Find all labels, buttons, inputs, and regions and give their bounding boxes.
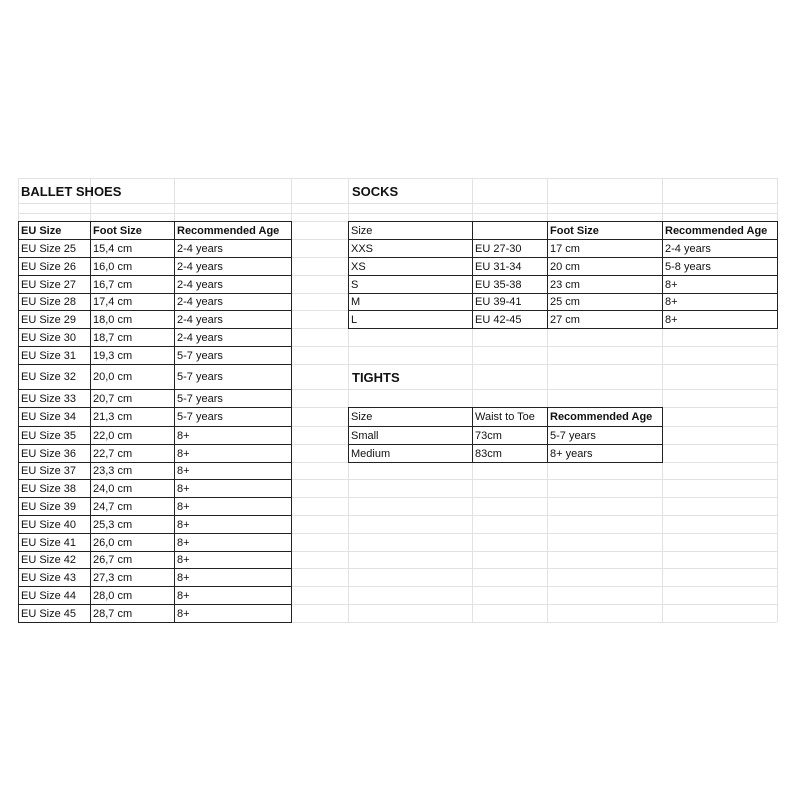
- socks-foot-size: 23 cm: [550, 279, 580, 291]
- ballet-shoes-foot-size: 28,0 cm: [93, 590, 133, 602]
- socks-header-size: Size: [351, 225, 373, 237]
- ballet-shoes-eu-size: EU Size 33: [21, 393, 77, 405]
- ballet-shoes-foot-size: 23,3 cm: [93, 465, 133, 477]
- tights-age: 5-7 years: [550, 430, 596, 442]
- tights-header-age: Recommended Age: [550, 411, 653, 423]
- ballet-shoes-foot-size: 28,7 cm: [93, 608, 133, 620]
- ballet-shoes-foot-size: 27,3 cm: [93, 572, 133, 584]
- ballet-shoes-eu-size: EU Size 45: [21, 608, 77, 620]
- socks-size: M: [351, 296, 361, 308]
- ballet-shoes-foot-size: 17,4 cm: [93, 296, 133, 308]
- ballet-shoes-age: 8+: [177, 590, 190, 602]
- tights-header-waist-to-toe: Waist to Toe: [475, 411, 535, 423]
- ballet-shoes-eu-size: EU Size 29: [21, 314, 77, 326]
- ballet-shoes-foot-size: 20,7 cm: [93, 393, 133, 405]
- ballet-shoes-age: 2-4 years: [177, 261, 223, 273]
- socks-size: L: [351, 314, 358, 326]
- socks-size: XXS: [351, 243, 374, 255]
- ballet-shoes-foot-size: 22,0 cm: [93, 430, 133, 442]
- socks-age: 5-8 years: [665, 261, 711, 273]
- tights-size: Medium: [351, 448, 391, 460]
- ballet-shoes-eu-size: EU Size 31: [21, 350, 77, 362]
- socks-size: S: [351, 279, 359, 291]
- socks-foot-size: 20 cm: [550, 261, 580, 273]
- ballet-shoes-age: 2-4 years: [177, 296, 223, 308]
- socks-header-age: Recommended Age: [665, 225, 768, 237]
- ballet-shoes-age: 2-4 years: [177, 332, 223, 344]
- socks-age: 8+: [665, 314, 678, 326]
- socks-eu-range: EU 42-45: [475, 314, 522, 326]
- ballet-shoes-eu-size: EU Size 26: [21, 261, 77, 273]
- socks-foot-size: 17 cm: [550, 243, 580, 255]
- ballet-shoes-eu-size: EU Size 34: [21, 411, 77, 423]
- ballet-shoes-foot-size: 24,0 cm: [93, 483, 133, 495]
- ballet-shoes-foot-size: 20,0 cm: [93, 371, 133, 383]
- socks-age: 2-4 years: [665, 243, 711, 255]
- tights-title: TIGHTS: [352, 370, 400, 385]
- ballet-shoes-eu-size: EU Size 42: [21, 554, 77, 566]
- ballet-shoes-age: 8+: [177, 448, 190, 460]
- ballet-shoes-eu-size: EU Size 30: [21, 332, 77, 344]
- ballet-shoes-age: 8+: [177, 501, 190, 513]
- ballet-shoes-age: 8+: [177, 483, 190, 495]
- ballet-shoes-age: 2-4 years: [177, 279, 223, 291]
- ballet-shoes-eu-size: EU Size 32: [21, 371, 77, 383]
- ballet-shoes-foot-size: 16,7 cm: [93, 279, 133, 291]
- ballet-shoes-age: 8+: [177, 608, 190, 620]
- socks-eu-range: EU 39-41: [475, 296, 522, 308]
- ballet-shoes-foot-size: 26,7 cm: [93, 554, 133, 566]
- ballet-shoes-foot-size: 22,7 cm: [93, 448, 133, 460]
- ballet-shoes-eu-size: EU Size 25: [21, 243, 77, 255]
- ballet-shoes-foot-size: 18,7 cm: [93, 332, 133, 344]
- ballet-shoes-eu-size: EU Size 28: [21, 296, 77, 308]
- ballet-shoes-age: 2-4 years: [177, 314, 223, 326]
- tights-header-size: Size: [351, 411, 373, 423]
- socks-header-foot-size: Foot Size: [550, 225, 599, 237]
- ballet-shoes-foot-size: 24,7 cm: [93, 501, 133, 513]
- ballet-shoes-foot-size: 19,3 cm: [93, 350, 133, 362]
- ballet-shoes-foot-size: 25,3 cm: [93, 519, 133, 531]
- ballet-shoes-eu-size: EU Size 38: [21, 483, 77, 495]
- ballet-shoes-eu-size: EU Size 27: [21, 279, 77, 291]
- ballet-shoes-age: 8+: [177, 554, 190, 566]
- ballet-shoes-title: BALLET SHOES: [21, 184, 122, 199]
- ballet-shoes-age: 8+: [177, 572, 190, 584]
- ballet-shoes-age: 5-7 years: [177, 393, 223, 405]
- ballet-shoes-age: 2-4 years: [177, 243, 223, 255]
- socks-foot-size: 27 cm: [550, 314, 580, 326]
- ballet-shoes-age: 8+: [177, 537, 190, 549]
- socks-eu-range: EU 27-30: [475, 243, 522, 255]
- ballet-shoes-header-2: Recommended Age: [177, 225, 280, 237]
- ballet-shoes-eu-size: EU Size 43: [21, 572, 77, 584]
- ballet-shoes-foot-size: 18,0 cm: [93, 314, 133, 326]
- socks-foot-size: 25 cm: [550, 296, 580, 308]
- socks-size: XS: [351, 261, 366, 273]
- socks-age: 8+: [665, 279, 678, 291]
- socks-title: SOCKS: [352, 184, 399, 199]
- tights-waist-to-toe: 83cm: [475, 448, 502, 460]
- ballet-shoes-eu-size: EU Size 35: [21, 430, 77, 442]
- ballet-shoes-age: 5-7 years: [177, 411, 223, 423]
- ballet-shoes-eu-size: EU Size 40: [21, 519, 77, 531]
- socks-age: 8+: [665, 296, 678, 308]
- socks-eu-range: EU 35-38: [475, 279, 522, 291]
- ballet-shoes-header-1: Foot Size: [93, 225, 142, 237]
- ballet-shoes-foot-size: 26,0 cm: [93, 537, 133, 549]
- ballet-shoes-age: 5-7 years: [177, 371, 223, 383]
- ballet-shoes-foot-size: 21,3 cm: [93, 411, 133, 423]
- ballet-shoes-age: 8+: [177, 430, 190, 442]
- ballet-shoes-age: 5-7 years: [177, 350, 223, 362]
- ballet-shoes-eu-size: EU Size 41: [21, 537, 77, 549]
- ballet-shoes-foot-size: 16,0 cm: [93, 261, 133, 273]
- tights-size: Small: [351, 430, 379, 442]
- ballet-shoes-eu-size: EU Size 44: [21, 590, 77, 602]
- ballet-shoes-eu-size: EU Size 39: [21, 501, 77, 513]
- ballet-shoes-age: 8+: [177, 465, 190, 477]
- ballet-shoes-age: 8+: [177, 519, 190, 531]
- ballet-shoes-header-0: EU Size: [21, 225, 62, 237]
- socks-eu-range: EU 31-34: [475, 261, 522, 273]
- tights-waist-to-toe: 73cm: [475, 430, 502, 442]
- ballet-shoes-foot-size: 15,4 cm: [93, 243, 133, 255]
- ballet-shoes-eu-size: EU Size 36: [21, 448, 77, 460]
- tights-age: 8+ years: [550, 448, 593, 460]
- ballet-shoes-eu-size: EU Size 37: [21, 465, 77, 477]
